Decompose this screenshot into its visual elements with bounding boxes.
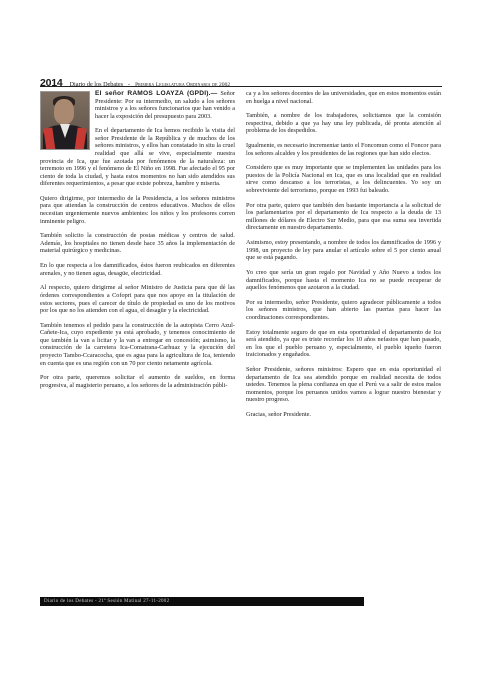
left-paragraph-5: Al respecto, quiero dirigirme al señor Ministro de Justicia para que dé las órdenes correspondientes a Cofopri para que nos apoye en la titulación de estos sectores, pues el carecer de título de propiedad es uno de los motivos por los que no los atienden con el agua, el desagüe y la electricidad. [40,284,235,315]
header-rule [40,86,442,87]
right-paragraph-10: Gracias, señor Presidente. [246,410,311,418]
left-paragraph-3: También solicito la construcción de postas médicas y centros de salud. Además, los hospitales no tienen desde hace 35 años la implementación de material quirúrgico y medicinas. [40,232,235,255]
right-paragraph-0: ca y a los señores docentes de las universidades, que en estos momentos están en huelga a nivel nacional. [246,90,441,105]
speaker-name: El señor RAMOS LOAYZA [95,90,185,97]
right-paragraph-5: Asimismo, estoy presentando, a nombre de todos los damnificados de 1996 y 1998, un proyecto de ley para anular el artículo sobre el 5 por ciento anual que se está pagando. [246,239,441,262]
right-paragraph-4: Por otra parte, quiero que también den bastante importancia a la solicitud de los parlamentarios por el departamento de Ica respecto a la deuda de 13 millones de dólares de Electro Sur Medio, para que esa suma sea invertida directamente en nuestro departamento. [246,201,441,232]
right-paragraph-3: Considero que es muy importante que se implementen las unidades para los puestos de la Policía Nacional en Ica, que es una localidad que en realidad sirve como descanso a los terroristas, a los delincuentes. Yo soy un sobreviviente del terrorismo, porque en 1993 fui baleado. [246,164,441,195]
running-header [40,73,442,89]
right-paragraph-1: También, a nombre de los trabajadores, solicitamos que la comisión respectiva, debido a que ya hay una ley publicada, dé pronta atención al problema de los despedidos. [246,112,441,135]
page-number: 2014 [40,77,63,89]
left-paragraph-2: Quiero dirigirme, por intermedio de la Presidencia, a los señores ministros para que atiendan la construcción de centros educativos. Muchos de ellos necesitan urgentemente nuevos ambientes: los niños y los profesores corren inminente peligro. [40,194,235,225]
right-paragraph-2: Igualmente, es necesario incrementar tanto el Foncomun como el Foncor para los señores alcaldes y los presidentes de las regiones que han sido electos. [246,142,441,157]
left-paragraph-7: Por otra parte, queremos solicitar el aumento de sueldos, en forma progresiva, al magisterio peruano, a los señores de la administración públi- [40,374,235,389]
header-separator: - [128,81,131,88]
speaker-photo [40,91,90,150]
right-column [246,90,441,426]
left-paragraph-4: En lo que respecta a los damnificados, éstos fueron reubicados en diferentes arenales, y no tienen agua, desagüe, electricidad. [40,262,235,277]
left-paragraph-0 [40,90,235,120]
right-paragraph-9: Señor Presidente, señores ministros: Espero que en esta oportunidad el departamento de Ica sea atendido porque en realidad necesita de todos ustedes. Tenemos la plena confianza en que el Perú va a salir de estos malos momentos, porque los peruanos unidos vamos a lograr nuestro bienestar y nuestro progreso. [246,366,441,404]
left-paragraph-1: En el departamento de Ica hemos recibido la visita del señor Presidente de la República y de muchos de los señores ministros, y ellos han constatado in situ la cruel realidad que allá se vive, especialmente nuestra provincia de Ica, que fue azotada por fenómenos de la naturaleza: un terremoto en 1996 y el fenómeno de El Niño en 1998. Fue afectado el 95 por ciento de toda la ciudad, y hasta estos momentos no han sido atendidos sus diferentes requerimientos, a pesar que existe pobreza, hambre y miseria. [40,127,235,188]
publication-title: Diario de los Debates [69,81,123,88]
right-paragraph-6: Yo creo que sería un gran regalo por Navidad y Año Nuevo a todos los damnificados, porque hasta el momento Ica no se puede recuperar de aquellos fenómenos que azotaron a la ciudad. [246,268,441,292]
edition-label: Primera Legislatura Ordinaria de 2002 [135,82,231,88]
left-column [40,90,235,397]
right-paragraph-8: Estoy totalmente seguro de que en esta oportunidad el departamento de Ica será atendido, ya que es triste recordar los 10 años nefastos que han pasado, en los que el pueblo peruano y, especialmente, el pueblo iqueño fueron traicionados y engañados. [246,328,441,359]
left-paragraph-text: Señor Presidente: Por su intermedio, un saludo a los señores ministros y a los señores funcionarios que han venido a hacer la exposición del presupuesto para 2003. [95,90,235,120]
speaker-party: (GPDI).— [186,90,218,97]
page-footer: Diario de los Debates - 21ª Sesión Matinal 27-11-2002 [40,597,364,606]
left-paragraph-6: También tenemos el pedido para la construcción de la autopista Cerro Azul-Cañete-Ica, cuyo expediente ya está aprobado, y tenemos conocimiento de que también la van a licitar y la van a entregar en concesión; asimismo, la construcción de la carretera Ica-Comatrana-Carhuaz y la ejecución del proyecto Tambo-Ccaracocha, que es agua para la agricultura de Ica, teniendo en cuenta que es una región con un 70 por ciento netamente agrícola. [40,321,235,367]
right-paragraph-7: Por su intermedio, señor Presidente, quiero agradecer públicamente a todos los señores ministros, que han abierto las puertas para hacer las coordinaciones correspondientes. [246,298,441,321]
